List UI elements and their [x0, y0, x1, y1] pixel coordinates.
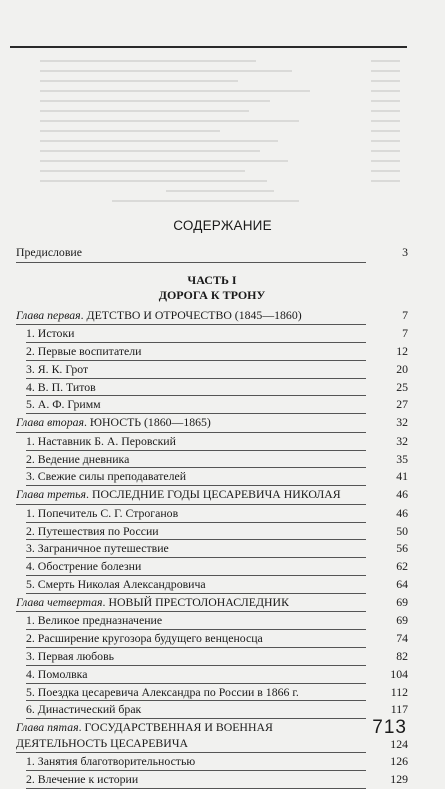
section-label: 5. Поездка цесаревича Александра по России в 1866 г.	[26, 684, 366, 702]
chapter-prefix: Глава четвертая	[16, 594, 103, 609]
toc-section[interactable]	[16, 701, 408, 719]
section-page: 32	[396, 433, 408, 448]
toc-section[interactable]	[16, 505, 408, 523]
section-page: 50	[396, 523, 408, 538]
toc-chapter-4[interactable]	[16, 594, 408, 613]
section-label: 1. Великое предназначение	[26, 612, 366, 630]
table-of-contents	[16, 244, 408, 789]
toc-section[interactable]	[16, 558, 408, 576]
part-name: ДОРОГА К ТРОНУ	[158, 287, 266, 302]
chapter-name: ГОСУДАРСТВЕННАЯ И ВОЕННАЯ ДЕЯТЕЛЬНОСТЬ ЦЕСАРЕВИЧА	[16, 720, 273, 751]
chapter-label	[16, 486, 366, 505]
toc-chapter-3[interactable]	[16, 486, 408, 505]
toc-section[interactable]	[16, 433, 408, 451]
section-page: 126	[390, 754, 408, 769]
section-label: 3. Свежие силы преподавателей	[26, 468, 366, 486]
section-page: 74	[396, 631, 408, 646]
chapter-prefix: Глава вторая	[16, 415, 84, 430]
section-label: 4. В. П. Титов	[26, 379, 366, 397]
section-page: 12	[396, 343, 408, 358]
toc-chapter-2[interactable]	[16, 414, 408, 433]
chapter-page: 124	[390, 737, 408, 752]
toc-section[interactable]	[16, 343, 408, 361]
section-label: 2. Влечение к истории	[26, 771, 366, 789]
section-label: 4. Обострение болезни	[26, 558, 366, 576]
section-label: 1. Наставник Б. А. Перовский	[26, 433, 366, 451]
contents-title: СОДЕРЖАНИЕ	[173, 218, 272, 233]
section-page: 7	[402, 326, 408, 341]
section-page: 27	[396, 397, 408, 412]
toc-section[interactable]	[16, 771, 408, 789]
section-page: 82	[396, 648, 408, 663]
toc-entry-preface[interactable]	[16, 244, 408, 263]
section-label: 1. Занятия благотворительностью	[26, 753, 366, 771]
section-page: 25	[396, 379, 408, 394]
chapter-page: 32	[396, 415, 408, 430]
chapter-separator: .	[80, 307, 87, 322]
section-page: 56	[396, 541, 408, 556]
chapter-separator: .	[83, 415, 90, 430]
section-label: 2. Путешествия по России	[26, 523, 366, 541]
chapter-separator: .	[86, 487, 92, 502]
section-page: 104	[390, 666, 408, 681]
toc-section[interactable]	[16, 612, 408, 630]
toc-section[interactable]	[16, 540, 408, 558]
toc-section[interactable]	[16, 451, 408, 469]
toc-section[interactable]	[16, 666, 408, 684]
section-label: 5. Смерть Николая Александровича	[26, 576, 366, 594]
chapter-prefix: Глава третья	[16, 487, 87, 502]
section-page: 64	[396, 576, 408, 591]
top-rule	[10, 46, 407, 48]
toc-entry-label: Предисловие	[16, 244, 366, 263]
chapter-prefix: Глава первая	[16, 307, 81, 322]
section-page: 62	[396, 559, 408, 574]
toc-section[interactable]	[16, 361, 408, 379]
chapter-label	[16, 594, 366, 613]
section-label: 2. Ведение дневника	[26, 451, 366, 469]
section-page: 46	[396, 505, 408, 520]
chapter-label	[16, 719, 366, 753]
toc-section[interactable]	[16, 523, 408, 541]
chapter-label	[16, 307, 366, 326]
chapter-name: ДЕТСТВО И ОТРОЧЕСТВО (1845—1860)	[86, 307, 302, 322]
section-label: 2. Расширение кругозора будущего венценосца	[26, 630, 366, 648]
chapter-name: НОВЫЙ ПРЕСТОЛОНАСЛЕДНИК	[108, 594, 289, 609]
toc-section[interactable]	[16, 753, 408, 771]
toc-section[interactable]	[16, 396, 408, 414]
part-heading	[16, 263, 408, 307]
section-label: 2. Первые воспитатели	[26, 343, 366, 361]
toc-section[interactable]	[16, 576, 408, 594]
section-label: 1. Истоки	[26, 325, 366, 343]
section-page: 117	[390, 702, 408, 717]
toc-chapter-1[interactable]	[16, 307, 408, 326]
chapter-label	[16, 414, 366, 433]
chapter-separator: .	[78, 720, 85, 735]
part-number: ЧАСТЬ I	[187, 272, 237, 287]
section-label: 3. Я. К. Грот	[26, 361, 366, 379]
chapter-list	[16, 307, 408, 789]
chapter-prefix: Глава пятая	[16, 720, 79, 735]
chapter-name: ЮНОСТЬ (1860—1865)	[89, 415, 211, 430]
toc-section[interactable]	[16, 379, 408, 397]
page-number: 713	[372, 717, 407, 738]
chapter-name: ПОСЛЕДНИЕ ГОДЫ ЦЕСАРЕВИЧА НИКОЛАЯ	[91, 487, 341, 502]
show-through-text	[40, 56, 400, 206]
toc-chapter-5[interactable]	[16, 719, 408, 753]
section-page: 41	[396, 469, 408, 484]
toc-entry-page: 3	[402, 245, 408, 259]
section-page: 112	[390, 684, 408, 699]
toc-section[interactable]	[16, 325, 408, 343]
toc-section[interactable]	[16, 684, 408, 702]
toc-section[interactable]	[16, 468, 408, 486]
chapter-separator: .	[102, 594, 109, 609]
chapter-page: 7	[402, 307, 408, 322]
chapter-page: 69	[396, 594, 408, 609]
section-page: 35	[396, 451, 408, 466]
section-label: 1. Попечитель С. Г. Строганов	[26, 505, 366, 523]
section-page: 20	[396, 361, 408, 376]
section-label: 3. Заграничное путешествие	[26, 540, 366, 558]
section-label: 4. Помолвка	[26, 666, 366, 684]
toc-section[interactable]	[16, 648, 408, 666]
section-page: 129	[390, 771, 408, 786]
section-label: 5. А. Ф. Гримм	[26, 396, 366, 414]
section-page: 69	[396, 613, 408, 628]
toc-section[interactable]	[16, 630, 408, 648]
section-label: 3. Первая любовь	[26, 648, 366, 666]
section-label: 6. Династический брак	[26, 701, 366, 719]
chapter-page: 46	[396, 487, 408, 502]
